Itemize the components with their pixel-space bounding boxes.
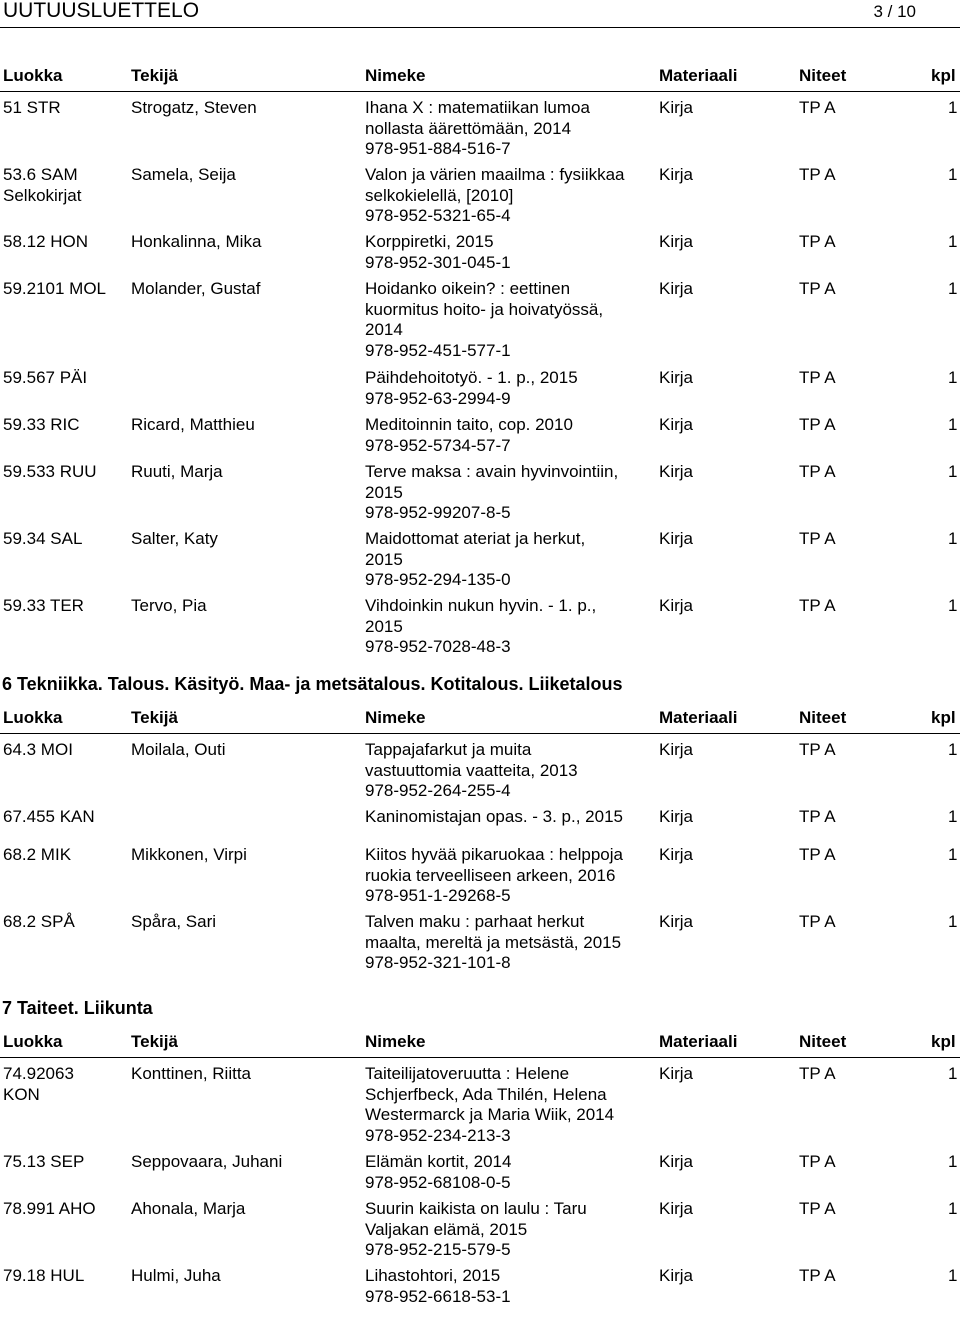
- cell-kpl: 1: [948, 368, 958, 387]
- cell-luokka: [3, 740, 123, 761]
- cell-nimeke-line: maalta, mereltä ja metsästä, 2015: [365, 932, 622, 952]
- cell-materiaali: Kirja: [659, 1064, 694, 1083]
- cell-luokka-line: Selkokirjat: [3, 185, 82, 205]
- header-rule: [0, 27, 960, 28]
- cell-nimeke-line: 978-952-63-2994-9: [365, 388, 511, 408]
- cell-luokka: [3, 232, 123, 253]
- cell-nimeke: [365, 1064, 650, 1146]
- cell-nimeke-line: Lihastohtori, 2015: [365, 1266, 501, 1285]
- cell-nimeke-line: Vihdoinkin nukun hyvin. - 1. p.,: [365, 596, 597, 615]
- cell-niteet: TP A: [799, 98, 836, 117]
- section-title: 7 Taiteet. Liikunta: [2, 998, 153, 1018]
- cell-luokka-line: 74.92063: [3, 1064, 74, 1083]
- cell-materiaali: Kirja: [659, 529, 694, 548]
- cell-nimeke-line: Korppiretki, 2015: [365, 232, 494, 251]
- cell-niteet: TP A: [799, 368, 836, 387]
- cell-luokka-line: 79.18 HUL: [3, 1266, 85, 1285]
- table-row: [0, 1266, 960, 1333]
- cell-luokka-line: 51 STR: [3, 98, 61, 117]
- cell-nimeke-line: 978-952-301-045-1: [365, 252, 511, 272]
- cell-nimeke: [365, 1152, 650, 1193]
- table-row: [0, 845, 960, 912]
- cell-materiaali: Kirja: [659, 368, 694, 387]
- cell-kpl: 1: [948, 845, 958, 864]
- cell-nimeke-line: Talven maku : parhaat herkut: [365, 912, 585, 931]
- section-block: [0, 673, 960, 985]
- cell-niteet: TP A: [799, 1152, 836, 1171]
- table-row: [0, 368, 960, 415]
- column-header-niteet: Niteet: [799, 1032, 847, 1051]
- cell-kpl: 1: [948, 1199, 958, 1218]
- column-header-materiaali: Materiaali: [659, 1032, 738, 1051]
- cell-nimeke-line: Maidottomat ateriat ja herkut,: [365, 529, 586, 548]
- cell-tekija: Seppovaara, Juhani: [131, 1152, 283, 1171]
- cell-materiaali: Kirja: [659, 98, 694, 117]
- section-title: 6 Tekniikka. Talous. Käsityö. Maa- ja metsätalous. Kotitalous. Liiketalous: [2, 674, 623, 694]
- cell-nimeke-line: Valjakan elämä, 2015: [365, 1219, 528, 1239]
- cell-luokka-line: 59.34 SAL: [3, 529, 83, 548]
- cell-nimeke-line: 978-952-7028-48-3: [365, 637, 511, 656]
- cell-luokka: [3, 1266, 123, 1287]
- cell-niteet: TP A: [799, 232, 836, 251]
- cell-tekija: Molander, Gustaf: [131, 279, 261, 298]
- table-row: [0, 1152, 960, 1199]
- cell-luokka-line: 59.567 PÄI: [3, 368, 88, 387]
- cell-luokka: [3, 1199, 123, 1220]
- cell-luokka-line: 68.2 MIK: [3, 845, 72, 864]
- cell-luokka: [3, 1064, 123, 1105]
- cell-materiaali: Kirja: [659, 740, 694, 759]
- cell-niteet: TP A: [799, 462, 836, 481]
- cell-materiaali: Kirja: [659, 596, 694, 615]
- cell-nimeke-line: 978-952-294-135-0: [365, 570, 511, 589]
- cell-niteet: TP A: [799, 845, 836, 864]
- cell-nimeke-line: Elämän kortit, 2014: [365, 1152, 512, 1171]
- column-header-luokka: Luokka: [3, 1032, 63, 1051]
- cell-materiaali: Kirja: [659, 165, 694, 184]
- cell-nimeke-line: 978-952-5321-65-4: [365, 206, 511, 225]
- column-header-nimeke: Nimeke: [365, 1032, 426, 1051]
- cell-nimeke-line: 2015: [365, 549, 403, 569]
- cell-tekija: Hulmi, Juha: [131, 1266, 221, 1285]
- cell-niteet: TP A: [799, 596, 836, 615]
- cell-nimeke-line: Ihana X : matematiikan lumoa: [365, 98, 590, 117]
- column-header-tekija: Tekijä: [131, 66, 178, 85]
- cell-kpl: 1: [948, 529, 958, 548]
- cell-kpl: 1: [948, 415, 958, 434]
- cell-luokka-line: 59.33 RIC: [3, 415, 80, 434]
- table-row: [0, 1064, 960, 1152]
- cell-nimeke-line: nollasta äärettömään, 2014: [365, 118, 572, 138]
- cell-tekija: Salter, Katy: [131, 529, 218, 548]
- cell-nimeke-line: kuormitus hoito- ja hoivatyössä,: [365, 299, 604, 319]
- cell-kpl: 1: [948, 740, 958, 759]
- column-header-kpl: kpl: [931, 1032, 956, 1051]
- cell-tekija: Ricard, Matthieu: [131, 415, 255, 434]
- cell-nimeke-line: selkokielellä, [2010]: [365, 185, 514, 205]
- cell-tekija: Honkalinna, Mika: [131, 232, 262, 251]
- cell-nimeke-line: 978-952-264-255-4: [365, 781, 511, 800]
- column-header-tekija: Tekijä: [131, 1032, 178, 1051]
- column-header-nimeke: Nimeke: [365, 708, 426, 727]
- column-header-kpl: kpl: [931, 708, 956, 727]
- cell-tekija: Ruuti, Marja: [131, 462, 223, 481]
- cell-materiaali: Kirja: [659, 1266, 694, 1285]
- cell-luokka: [3, 845, 123, 866]
- cell-tekija: Ahonala, Marja: [131, 1199, 246, 1218]
- column-header-materiaali: Materiaali: [659, 66, 738, 85]
- cell-nimeke-line: 978-952-451-577-1: [365, 340, 511, 360]
- cell-luokka: [3, 279, 123, 300]
- cell-tekija: Spåra, Sari: [131, 912, 217, 931]
- cell-nimeke-line: Terve maksa : avain hyvinvointiin,: [365, 462, 619, 481]
- cell-nimeke: [365, 529, 650, 591]
- cell-nimeke-line: Suurin kaikista on laulu : Taru: [365, 1199, 587, 1218]
- cell-nimeke: [365, 98, 650, 160]
- cell-niteet: TP A: [799, 279, 836, 298]
- cell-nimeke: [365, 462, 650, 524]
- cell-nimeke: [365, 368, 650, 409]
- section-block: [0, 58, 960, 663]
- column-header-niteet: Niteet: [799, 66, 847, 85]
- cell-niteet: TP A: [799, 165, 836, 184]
- cell-materiaali: Kirja: [659, 845, 694, 864]
- cell-niteet: TP A: [799, 1064, 836, 1083]
- cell-materiaali: Kirja: [659, 1152, 694, 1171]
- table-row: [0, 98, 960, 165]
- cell-nimeke-line: Valon ja värien maailma : fysiikkaa: [365, 165, 625, 184]
- table-row: [0, 596, 960, 663]
- column-header-luokka: Luokka: [3, 66, 63, 85]
- cell-nimeke: [365, 232, 650, 273]
- cell-kpl: 1: [948, 232, 958, 251]
- cell-niteet: TP A: [799, 415, 836, 434]
- cell-kpl: 1: [948, 596, 958, 615]
- cell-niteet: TP A: [799, 529, 836, 548]
- cell-luokka: [3, 462, 123, 483]
- table-row: [0, 232, 960, 279]
- cell-nimeke: [365, 596, 650, 658]
- cell-nimeke-line: Kaninomistajan opas. - 3. p., 2015: [365, 807, 623, 826]
- cell-tekija: Konttinen, Riitta: [131, 1064, 252, 1083]
- cell-luokka: [3, 98, 123, 119]
- cell-nimeke-line: 2014: [365, 320, 403, 339]
- cell-luokka-line: KON: [3, 1084, 40, 1104]
- cell-luokka-line: 59.33 TER: [3, 596, 84, 615]
- cell-nimeke-line: Hoidanko oikein? : eettinen: [365, 279, 571, 298]
- page-title: UUTUUSLUETTELO: [3, 0, 200, 22]
- cell-kpl: 1: [948, 279, 958, 298]
- cell-luokka-line: 68.2 SPÅ: [3, 912, 75, 931]
- cell-nimeke: [365, 912, 650, 974]
- column-header-nimeke: Nimeke: [365, 66, 426, 85]
- table-row: [0, 740, 960, 807]
- table-row: [0, 912, 960, 985]
- cell-niteet: TP A: [799, 740, 836, 759]
- page-number: 3 / 10: [873, 2, 916, 21]
- cell-luokka: [3, 912, 123, 933]
- cell-luokka: [3, 529, 123, 550]
- cell-materiaali: Kirja: [659, 912, 694, 931]
- column-header-tekija: Tekijä: [131, 708, 178, 727]
- cell-luokka-line: 59.2101 MOL: [3, 279, 107, 298]
- cell-niteet: TP A: [799, 1199, 836, 1218]
- cell-tekija: Moilala, Outi: [131, 740, 226, 759]
- cell-nimeke-line: 978-951-884-516-7: [365, 139, 511, 158]
- cell-nimeke-line: 978-952-321-101-8: [365, 953, 511, 972]
- cell-materiaali: Kirja: [659, 807, 694, 826]
- cell-nimeke-line: 2015: [365, 482, 403, 502]
- cell-tekija: Samela, Seija: [131, 165, 236, 184]
- cell-kpl: 1: [948, 98, 958, 117]
- cell-nimeke-line: Päihdehoitotyö. - 1. p., 2015: [365, 368, 578, 387]
- cell-luokka: [3, 368, 123, 389]
- column-header-kpl: kpl: [931, 66, 956, 85]
- cell-luokka-line: 78.991 AHO: [3, 1199, 96, 1218]
- cell-nimeke-line: Tappajafarkut ja muita: [365, 740, 532, 759]
- column-header-niteet: Niteet: [799, 708, 847, 727]
- cell-nimeke: [365, 807, 650, 828]
- table-row: [0, 415, 960, 462]
- cell-tekija: Strogatz, Steven: [131, 98, 257, 117]
- cell-materiaali: Kirja: [659, 279, 694, 298]
- cell-nimeke: [365, 1266, 650, 1307]
- cell-luokka-line: 67.455 KAN: [3, 807, 95, 826]
- cell-nimeke-line: ruokia terveelliseen arkeen, 2016: [365, 865, 616, 885]
- cell-nimeke-line: Taiteilijatoveruutta : Helene: [365, 1064, 570, 1083]
- cell-kpl: 1: [948, 807, 958, 826]
- cell-kpl: 1: [948, 165, 958, 184]
- cell-nimeke: [365, 165, 650, 227]
- cell-nimeke-line: Meditoinnin taito, cop. 2010: [365, 415, 573, 434]
- column-header-materiaali: Materiaali: [659, 708, 738, 727]
- cell-luokka-line: 75.13 SEP: [3, 1152, 85, 1171]
- cell-nimeke-line: 978-952-5734-57-7: [365, 435, 511, 455]
- cell-luokka: [3, 165, 123, 206]
- table-row: [0, 279, 960, 368]
- table-header: [0, 700, 960, 734]
- cell-luokka: [3, 415, 123, 436]
- table-row: [0, 807, 960, 845]
- cell-nimeke-line: 978-951-1-29268-5: [365, 886, 511, 905]
- cell-kpl: 1: [948, 1064, 958, 1083]
- table-header: [0, 58, 960, 92]
- cell-nimeke: [365, 1199, 650, 1261]
- cell-materiaali: Kirja: [659, 415, 694, 434]
- page-header: [0, 0, 960, 28]
- cell-nimeke-line: Kiitos hyvää pikaruokaa : helppoja: [365, 845, 623, 864]
- cell-kpl: 1: [948, 462, 958, 481]
- cell-niteet: TP A: [799, 912, 836, 931]
- cell-kpl: 1: [948, 912, 958, 931]
- cell-tekija: Tervo, Pia: [131, 596, 207, 615]
- cell-materiaali: Kirja: [659, 232, 694, 251]
- cell-niteet: TP A: [799, 1266, 836, 1285]
- cell-luokka: [3, 807, 123, 828]
- table-row: [0, 462, 960, 529]
- cell-niteet: TP A: [799, 807, 836, 826]
- cell-nimeke-line: Schjerfbeck, Ada Thilén, Helena: [365, 1084, 607, 1104]
- cell-kpl: 1: [948, 1152, 958, 1171]
- cell-nimeke: [365, 845, 650, 907]
- cell-nimeke: [365, 740, 650, 802]
- section-block: [0, 997, 960, 1333]
- cell-luokka-line: 53.6 SAM: [3, 165, 78, 184]
- cell-materiaali: Kirja: [659, 1199, 694, 1218]
- cell-kpl: 1: [948, 1266, 958, 1285]
- cell-materiaali: Kirja: [659, 462, 694, 481]
- cell-nimeke-line: 978-952-215-579-5: [365, 1240, 511, 1259]
- table-header: [0, 1024, 960, 1058]
- table-row: [0, 165, 960, 232]
- table-row: [0, 529, 960, 596]
- cell-luokka-line: 64.3 MOI: [3, 740, 73, 759]
- column-header-luokka: Luokka: [3, 708, 63, 727]
- cell-nimeke-line: 2015: [365, 616, 403, 636]
- cell-luokka-line: 59.533 RUU: [3, 462, 97, 481]
- table-row: [0, 1199, 960, 1266]
- cell-nimeke: [365, 415, 650, 456]
- cell-luokka: [3, 1152, 123, 1173]
- cell-luokka: [3, 596, 123, 617]
- cell-nimeke-line: 978-952-68108-0-5: [365, 1172, 511, 1192]
- cell-nimeke: [365, 279, 650, 361]
- cell-nimeke-line: 978-952-6618-53-1: [365, 1286, 511, 1306]
- cell-tekija: Mikkonen, Virpi: [131, 845, 247, 864]
- cell-nimeke-line: 978-952-234-213-3: [365, 1125, 511, 1145]
- cell-nimeke-line: 978-952-99207-8-5: [365, 503, 511, 522]
- cell-luokka-line: 58.12 HON: [3, 232, 89, 251]
- cell-nimeke-line: vastuuttomia vaatteita, 2013: [365, 760, 578, 780]
- cell-nimeke-line: Westermarck ja Maria Wiik, 2014: [365, 1105, 615, 1124]
